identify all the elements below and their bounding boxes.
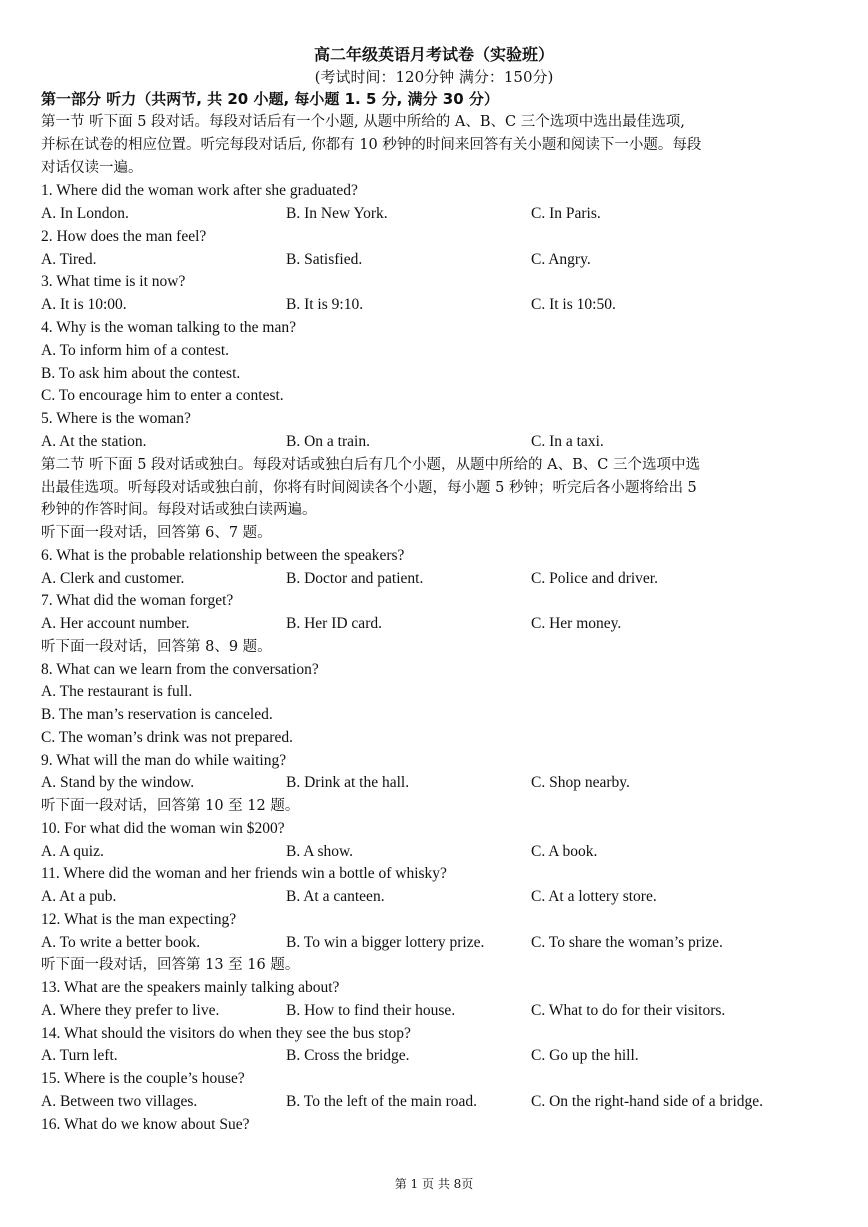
- listening-cue: 听下面一段对话，回答第 10 至 12 题。: [41, 798, 300, 814]
- part1-heading: 第一部分 听力（共两节, 共 20 小题, 每小题 1. 5 分, 满分 30 分）: [41, 90, 499, 108]
- exam-title: 高二年级英语月考试卷（实验班）: [313, 45, 554, 64]
- question-6-stem: 6. What is the probable relationship between the speakers?: [41, 547, 405, 564]
- question-7-option-c: C. Her money.: [531, 615, 622, 632]
- question-15-option-a: A. Between two villages.: [41, 1093, 198, 1110]
- question-16-stem: 16. What do we know about Sue?: [41, 1116, 250, 1133]
- section2-instruction-line: 出最佳选项。听每段对话或独白前，你将有时间阅读各个小题，每小题 5 秒钟；听完后各小题将给出 5: [41, 480, 697, 496]
- question-6-option-b: B. Doctor and patient.: [286, 570, 424, 587]
- question-2-option-c: C. Angry.: [531, 251, 591, 268]
- question-13-option-c: C. What to do for their visitors.: [531, 1002, 726, 1019]
- question-10-option-b: B. A show.: [286, 843, 354, 860]
- section1-instruction-line: 第一节 听下面 5 段对话。每段对话后有一个小题, 从题中所给的 A、B、C 三个选项中选出最佳选项,: [41, 114, 685, 130]
- question-12-option-a: A. To write a better book.: [41, 934, 201, 951]
- question-11-option-a: A. At a pub.: [41, 888, 117, 905]
- question-15-stem: 15. Where is the couple’s house?: [41, 1070, 245, 1087]
- question-1-stem: 1. Where did the woman work after she graduated?: [41, 182, 358, 199]
- question-9-option-b: B. Drink at the hall.: [286, 774, 410, 791]
- question-11-option-c: C. At a lottery store.: [531, 888, 657, 905]
- listening-cue: 听下面一段对话，回答第 6、7 题。: [41, 525, 272, 541]
- question-6-option-a: A. Clerk and customer.: [41, 570, 185, 587]
- question-7-stem: 7. What did the woman forget?: [41, 592, 234, 609]
- question-3-stem: 3. What time is it now?: [41, 273, 186, 290]
- question-12-option-b: B. To win a bigger lottery prize.: [286, 934, 485, 951]
- question-13-stem: 13. What are the speakers mainly talking about?: [41, 979, 340, 996]
- question-9-option-a: A. Stand by the window.: [41, 774, 195, 791]
- section1-instruction-line: 对话仅读一遍。: [41, 160, 143, 176]
- question-1-option-b: B. In New York.: [286, 205, 388, 222]
- question-12-option-c: C. To share the woman’s prize.: [531, 934, 723, 951]
- question-14-option-b: B. Cross the bridge.: [286, 1047, 410, 1064]
- question-9-option-c: C. Shop nearby.: [531, 774, 630, 791]
- question-2-option-a: A. Tired.: [41, 251, 97, 268]
- question-7-option-b: B. Her ID card.: [286, 615, 382, 632]
- question-5-option-c: C. In a taxi.: [531, 433, 604, 450]
- listening-cue: 听下面一段对话，回答第 8、9 题。: [41, 639, 272, 655]
- question-12-stem: 12. What is the man expecting?: [41, 911, 237, 928]
- page-number-footer: 第 1 页 共 8页: [394, 1177, 474, 1191]
- question-11-stem: 11. Where did the woman and her friends win a bottle of whisky?: [41, 865, 447, 882]
- listening-cue: 听下面一段对话，回答第 13 至 16 题。: [41, 957, 300, 973]
- question-8-option-c: C. The woman’s drink was not prepared.: [41, 729, 293, 746]
- question-2-stem: 2. How does the man feel?: [41, 228, 207, 245]
- question-13-option-b: B. How to find their house.: [286, 1002, 456, 1019]
- question-3-option-c: C. It is 10:50.: [531, 296, 616, 313]
- exam-subtitle: (考试时间：120分钟 满分：150分): [314, 68, 554, 86]
- section1-instruction-line: 并标在试卷的相应位置。听完每段对话后, 你都有 10 秒钟的时间来回答有关小题和阅读下一小题。每段: [41, 137, 702, 153]
- question-1-option-c: C. In Paris.: [531, 205, 601, 222]
- question-14-option-a: A. Turn left.: [41, 1047, 118, 1064]
- question-4-stem: 4. Why is the woman talking to the man?: [41, 319, 296, 336]
- question-3-option-a: A. It is 10:00.: [41, 296, 127, 313]
- question-10-option-c: C. A book.: [531, 843, 598, 860]
- question-8-option-b: B. The man’s reservation is canceled.: [41, 706, 273, 723]
- question-2-option-b: B. Satisfied.: [286, 251, 363, 268]
- section2-instruction-line: 秒钟的作答时间。每段对话或独白读两遍。: [41, 502, 317, 518]
- question-6-option-c: C. Police and driver.: [531, 570, 658, 587]
- question-7-option-a: A. Her account number.: [41, 615, 190, 632]
- question-14-stem: 14. What should the visitors do when they see the bus stop?: [41, 1025, 411, 1042]
- question-4-option-c: C. To encourage him to enter a contest.: [41, 387, 284, 404]
- question-15-option-c: C. On the right-hand side of a bridge.: [531, 1093, 764, 1110]
- question-8-option-a: A. The restaurant is full.: [41, 683, 193, 700]
- question-4-option-b: B. To ask him about the contest.: [41, 365, 241, 382]
- question-5-option-a: A. At the station.: [41, 433, 147, 450]
- question-10-option-a: A. A quiz.: [41, 843, 104, 860]
- question-9-stem: 9. What will the man do while waiting?: [41, 752, 287, 769]
- question-3-option-b: B. It is 9:10.: [286, 296, 364, 313]
- question-5-stem: 5. Where is the woman?: [41, 410, 191, 427]
- question-10-stem: 10. For what did the woman win $200?: [41, 820, 285, 837]
- question-8-stem: 8. What can we learn from the conversation?: [41, 661, 319, 678]
- question-13-option-a: A. Where they prefer to live.: [41, 1002, 220, 1019]
- question-14-option-c: C. Go up the hill.: [531, 1047, 639, 1064]
- question-1-option-a: A. In London.: [41, 205, 129, 222]
- question-11-option-b: B. At a canteen.: [286, 888, 385, 905]
- section2-instruction-line: 第二节 听下面 5 段对话或独白。每段对话或独白后有几个小题，从题中所给的 A、B、C 三个选项中选: [41, 457, 700, 473]
- question-5-option-b: B. On a train.: [286, 433, 370, 450]
- question-4-option-a: A. To inform him of a contest.: [41, 342, 230, 359]
- question-15-option-b: B. To the left of the main road.: [286, 1093, 478, 1110]
